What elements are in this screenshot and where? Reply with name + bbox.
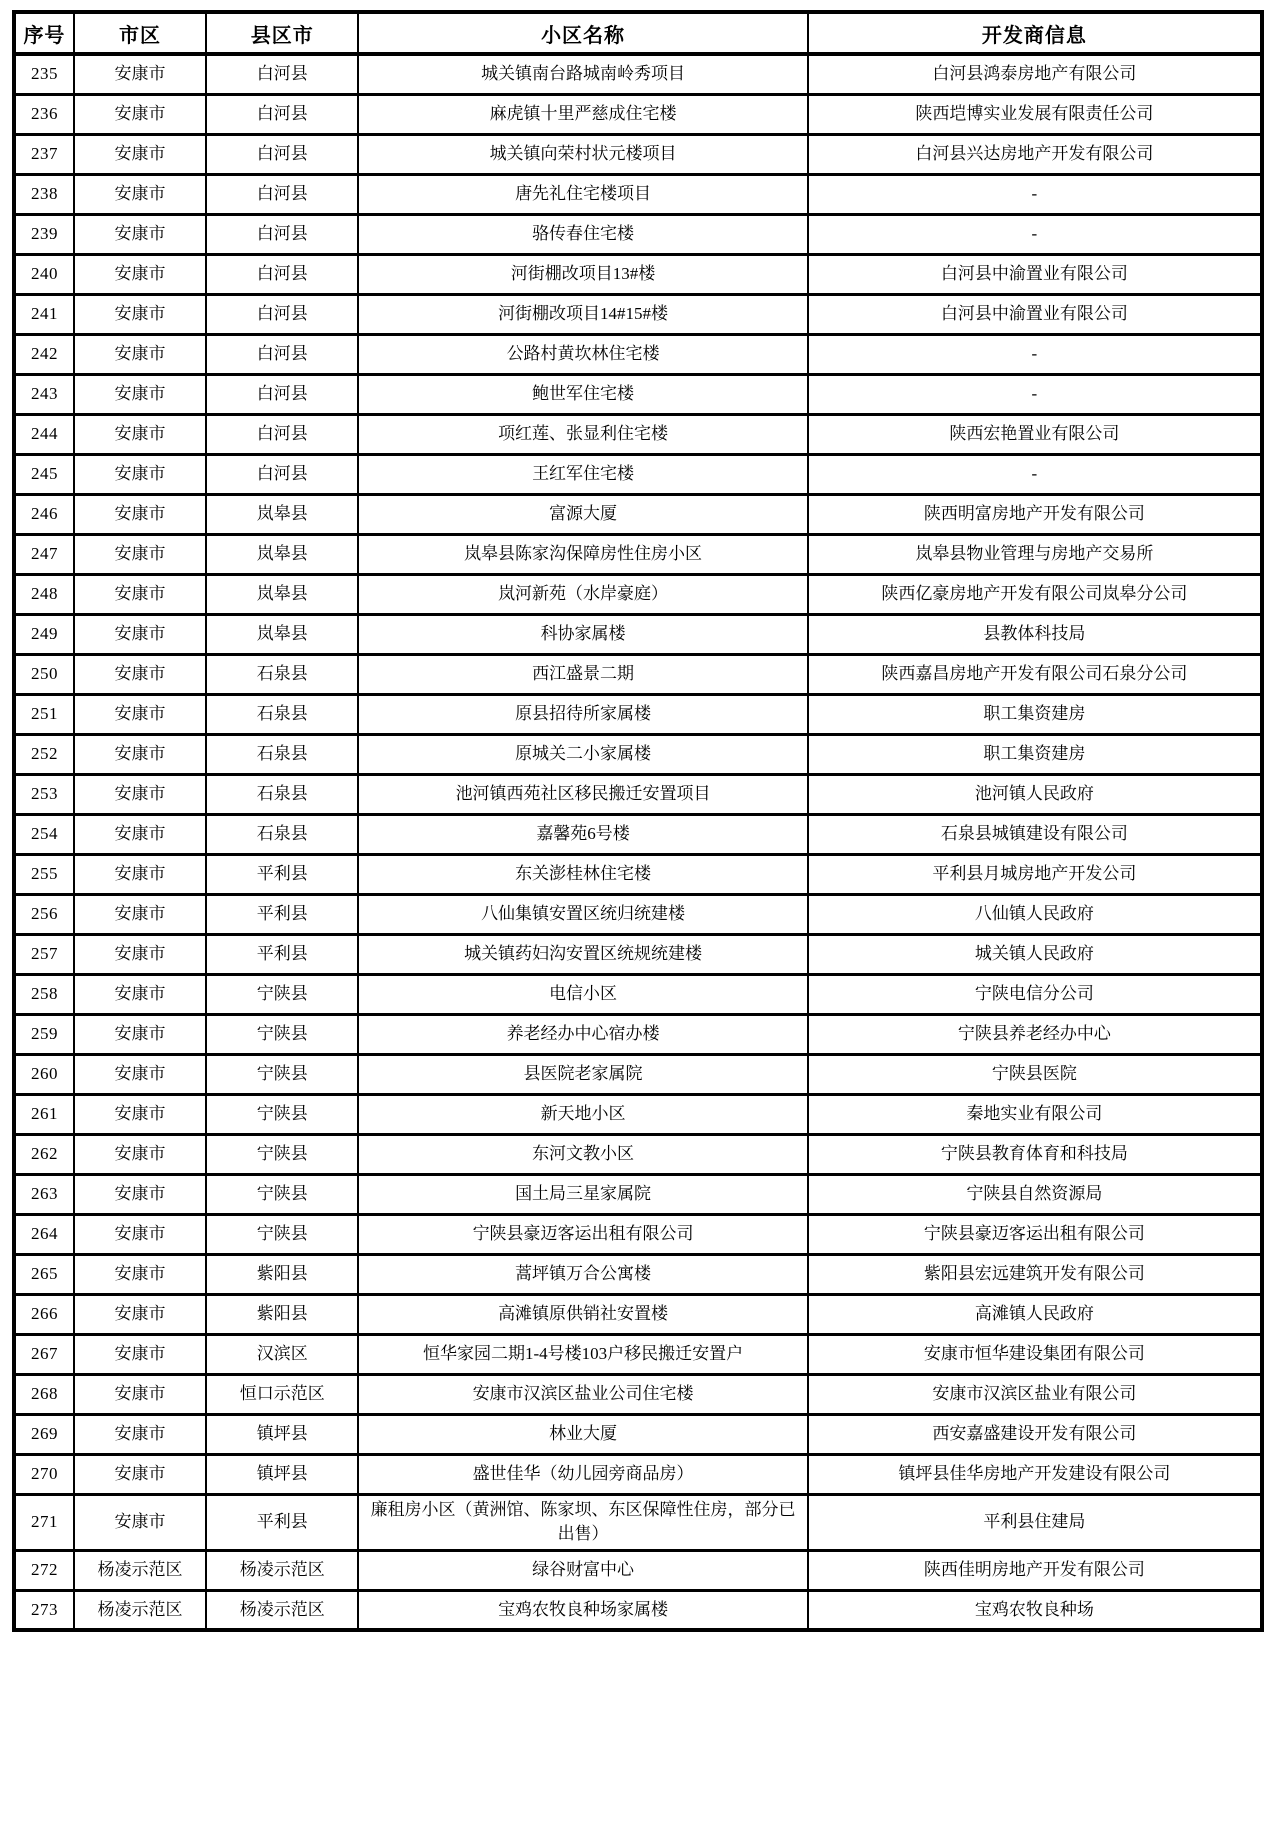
cell-community: 河街棚改项目14#15#楼 — [358, 294, 807, 334]
cell-community: 八仙集镇安置区统归统建楼 — [358, 894, 807, 934]
cell-community: 岚皋县陈家沟保障房性住房小区 — [358, 534, 807, 574]
cell-developer: 池河镇人民政府 — [808, 774, 1262, 814]
cell-county: 白河县 — [206, 54, 358, 94]
table-row — [14, 214, 1262, 254]
table-row — [14, 494, 1262, 534]
cell-index: 258 — [14, 974, 74, 1014]
cell-city: 安康市 — [74, 734, 206, 774]
cell-city: 安康市 — [74, 1214, 206, 1254]
cell-community: 骆传春住宅楼 — [358, 214, 807, 254]
cell-index: 245 — [14, 454, 74, 494]
cell-county: 岚皋县 — [206, 614, 358, 654]
cell-community: 恒华家园二期1-4号楼103户移民搬迁安置户 — [358, 1334, 807, 1374]
cell-community: 河街棚改项目13#楼 — [358, 254, 807, 294]
cell-county: 杨凌示范区 — [206, 1550, 358, 1590]
cell-community: 公路村黄坎林住宅楼 — [358, 334, 807, 374]
cell-city: 安康市 — [74, 254, 206, 294]
cell-community: 养老经办中心宿办楼 — [358, 1014, 807, 1054]
table-row — [14, 734, 1262, 774]
cell-county: 杨凌示范区 — [206, 1590, 358, 1630]
cell-community: 项红莲、张显利住宅楼 — [358, 414, 807, 454]
cell-index: 249 — [14, 614, 74, 654]
table-row — [14, 1094, 1262, 1134]
table-row — [14, 1014, 1262, 1054]
cell-city: 安康市 — [74, 1174, 206, 1214]
cell-city: 安康市 — [74, 1414, 206, 1454]
cell-city: 安康市 — [74, 1374, 206, 1414]
cell-county: 汉滨区 — [206, 1334, 358, 1374]
cell-county: 平利县 — [206, 894, 358, 934]
cell-community: 池河镇西苑社区移民搬迁安置项目 — [358, 774, 807, 814]
column-header-index: 序号 — [14, 12, 74, 54]
cell-developer: 平利县月城房地产开发公司 — [808, 854, 1262, 894]
cell-community: 国土局三星家属院 — [358, 1174, 807, 1214]
cell-city: 安康市 — [74, 1254, 206, 1294]
cell-county: 宁陕县 — [206, 974, 358, 1014]
table-row — [14, 1134, 1262, 1174]
cell-county: 岚皋县 — [206, 494, 358, 534]
cell-community: 安康市汉滨区盐业公司住宅楼 — [358, 1374, 807, 1414]
cell-city: 安康市 — [74, 534, 206, 574]
cell-developer: 紫阳县宏远建筑开发有限公司 — [808, 1254, 1262, 1294]
cell-index: 242 — [14, 334, 74, 374]
cell-city: 安康市 — [74, 334, 206, 374]
cell-developer: 陕西佳明房地产开发有限公司 — [808, 1550, 1262, 1590]
cell-community: 盛世佳华（幼儿园旁商品房） — [358, 1454, 807, 1494]
cell-developer: 平利县住建局 — [808, 1494, 1262, 1550]
cell-community: 原县招待所家属楼 — [358, 694, 807, 734]
cell-community: 王红军住宅楼 — [358, 454, 807, 494]
cell-city: 安康市 — [74, 1134, 206, 1174]
cell-county: 宁陕县 — [206, 1094, 358, 1134]
cell-community: 廉租房小区（黄洲馆、陈家坝、东区保障性住房，部分已出售） — [358, 1494, 807, 1550]
cell-city: 安康市 — [74, 694, 206, 734]
cell-city: 安康市 — [74, 614, 206, 654]
cell-county: 白河县 — [206, 374, 358, 414]
cell-index: 256 — [14, 894, 74, 934]
cell-city: 安康市 — [74, 934, 206, 974]
cell-county: 白河县 — [206, 94, 358, 134]
cell-city: 安康市 — [74, 1054, 206, 1094]
cell-developer: 安康市恒华建设集团有限公司 — [808, 1334, 1262, 1374]
communities-table — [12, 10, 1264, 1632]
table-row — [14, 1254, 1262, 1294]
cell-index: 250 — [14, 654, 74, 694]
cell-developer: 石泉县城镇建设有限公司 — [808, 814, 1262, 854]
cell-index: 247 — [14, 534, 74, 574]
cell-county: 石泉县 — [206, 654, 358, 694]
table-row — [14, 534, 1262, 574]
table-row — [14, 774, 1262, 814]
cell-county: 平利县 — [206, 854, 358, 894]
cell-county: 白河县 — [206, 414, 358, 454]
table-row — [14, 1174, 1262, 1214]
cell-developer: 陕西宏艳置业有限公司 — [808, 414, 1262, 454]
cell-city: 安康市 — [74, 654, 206, 694]
cell-developer: 白河县兴达房地产开发有限公司 — [808, 134, 1262, 174]
cell-index: 271 — [14, 1494, 74, 1550]
cell-index: 262 — [14, 1134, 74, 1174]
table-row — [14, 174, 1262, 214]
cell-county: 平利县 — [206, 1494, 358, 1550]
table-row — [14, 414, 1262, 454]
cell-developer: 城关镇人民政府 — [808, 934, 1262, 974]
cell-county: 白河县 — [206, 294, 358, 334]
cell-community: 鲍世军住宅楼 — [358, 374, 807, 414]
table-row — [14, 1214, 1262, 1254]
cell-index: 267 — [14, 1334, 74, 1374]
column-header-community: 小区名称 — [358, 12, 807, 54]
cell-city: 杨凌示范区 — [74, 1590, 206, 1630]
cell-community: 县医院老家属院 — [358, 1054, 807, 1094]
cell-index: 253 — [14, 774, 74, 814]
cell-developer: 宁陕县豪迈客运出租有限公司 — [808, 1214, 1262, 1254]
table-row — [14, 614, 1262, 654]
table-body — [14, 54, 1262, 1630]
cell-developer: - — [808, 174, 1262, 214]
cell-developer: 宁陕县自然资源局 — [808, 1174, 1262, 1214]
cell-community: 麻虎镇十里严慈成住宅楼 — [358, 94, 807, 134]
cell-county: 白河县 — [206, 174, 358, 214]
table-row — [14, 1414, 1262, 1454]
table-row — [14, 1374, 1262, 1414]
cell-developer: 岚皋县物业管理与房地产交易所 — [808, 534, 1262, 574]
header-row — [14, 12, 1262, 54]
cell-index: 272 — [14, 1550, 74, 1590]
cell-index: 244 — [14, 414, 74, 454]
cell-county: 石泉县 — [206, 814, 358, 854]
cell-county: 石泉县 — [206, 694, 358, 734]
cell-city: 安康市 — [74, 1494, 206, 1550]
cell-developer: 白河县中渝置业有限公司 — [808, 294, 1262, 334]
cell-index: 238 — [14, 174, 74, 214]
cell-index: 270 — [14, 1454, 74, 1494]
cell-city: 安康市 — [74, 94, 206, 134]
cell-county: 白河县 — [206, 454, 358, 494]
cell-county: 恒口示范区 — [206, 1374, 358, 1414]
cell-index: 268 — [14, 1374, 74, 1414]
cell-community: 电信小区 — [358, 974, 807, 1014]
table-row — [14, 974, 1262, 1014]
table-row — [14, 1494, 1262, 1550]
cell-county: 宁陕县 — [206, 1214, 358, 1254]
table-row — [14, 1454, 1262, 1494]
cell-community: 宁陕县豪迈客运出租有限公司 — [358, 1214, 807, 1254]
cell-index: 264 — [14, 1214, 74, 1254]
cell-developer: - — [808, 334, 1262, 374]
cell-city: 安康市 — [74, 54, 206, 94]
table-row — [14, 134, 1262, 174]
cell-index: 237 — [14, 134, 74, 174]
cell-county: 镇坪县 — [206, 1454, 358, 1494]
cell-developer: 宁陕县医院 — [808, 1054, 1262, 1094]
cell-community: 东关澎桂林住宅楼 — [358, 854, 807, 894]
table-row — [14, 894, 1262, 934]
cell-county: 白河县 — [206, 254, 358, 294]
table-row — [14, 454, 1262, 494]
cell-county: 石泉县 — [206, 774, 358, 814]
column-header-developer: 开发商信息 — [808, 12, 1262, 54]
cell-developer: 镇坪县佳华房地产开发建设有限公司 — [808, 1454, 1262, 1494]
cell-county: 白河县 — [206, 134, 358, 174]
cell-developer: 宁陕电信分公司 — [808, 974, 1262, 1014]
cell-city: 安康市 — [74, 854, 206, 894]
cell-community: 科协家属楼 — [358, 614, 807, 654]
cell-city: 安康市 — [74, 454, 206, 494]
table-row — [14, 1550, 1262, 1590]
cell-index: 260 — [14, 1054, 74, 1094]
cell-developer: 高滩镇人民政府 — [808, 1294, 1262, 1334]
cell-developer: 陕西明富房地产开发有限公司 — [808, 494, 1262, 534]
cell-community: 西江盛景二期 — [358, 654, 807, 694]
cell-community: 东河文教小区 — [358, 1134, 807, 1174]
cell-county: 岚皋县 — [206, 574, 358, 614]
cell-city: 安康市 — [74, 894, 206, 934]
cell-developer: 八仙镇人民政府 — [808, 894, 1262, 934]
cell-index: 246 — [14, 494, 74, 534]
table-row — [14, 654, 1262, 694]
cell-city: 安康市 — [74, 494, 206, 534]
cell-city: 杨凌示范区 — [74, 1550, 206, 1590]
cell-city: 安康市 — [74, 774, 206, 814]
cell-index: 236 — [14, 94, 74, 134]
cell-index: 252 — [14, 734, 74, 774]
table-row — [14, 54, 1262, 94]
cell-developer: - — [808, 454, 1262, 494]
cell-community: 唐先礼住宅楼项目 — [358, 174, 807, 214]
cell-developer: 陕西嘉昌房地产开发有限公司石泉分公司 — [808, 654, 1262, 694]
cell-developer: 宁陕县教育体育和科技局 — [808, 1134, 1262, 1174]
cell-city: 安康市 — [74, 1334, 206, 1374]
cell-county: 宁陕县 — [206, 1014, 358, 1054]
cell-community: 林业大厦 — [358, 1414, 807, 1454]
cell-index: 239 — [14, 214, 74, 254]
cell-city: 安康市 — [74, 974, 206, 1014]
cell-city: 安康市 — [74, 1294, 206, 1334]
cell-community: 岚河新苑（水岸豪庭） — [358, 574, 807, 614]
table-header — [14, 12, 1262, 54]
cell-developer: 白河县中渝置业有限公司 — [808, 254, 1262, 294]
cell-city: 安康市 — [74, 814, 206, 854]
cell-developer: 职工集资建房 — [808, 694, 1262, 734]
cell-city: 安康市 — [74, 414, 206, 454]
cell-community: 蒿坪镇万合公寓楼 — [358, 1254, 807, 1294]
table-row — [14, 334, 1262, 374]
cell-index: 263 — [14, 1174, 74, 1214]
cell-developer: 秦地实业有限公司 — [808, 1094, 1262, 1134]
cell-community: 富源大厦 — [358, 494, 807, 534]
cell-index: 266 — [14, 1294, 74, 1334]
cell-developer: 白河县鸿泰房地产有限公司 — [808, 54, 1262, 94]
table-row — [14, 934, 1262, 974]
cell-developer: 宝鸡农牧良种场 — [808, 1590, 1262, 1630]
cell-city: 安康市 — [74, 374, 206, 414]
cell-developer: 安康市汉滨区盐业有限公司 — [808, 1374, 1262, 1414]
cell-county: 宁陕县 — [206, 1054, 358, 1094]
cell-index: 257 — [14, 934, 74, 974]
cell-developer: 陕西亿豪房地产开发有限公司岚皋分公司 — [808, 574, 1262, 614]
cell-index: 265 — [14, 1254, 74, 1294]
cell-developer: 西安嘉盛建设开发有限公司 — [808, 1414, 1262, 1454]
cell-community: 绿谷财富中心 — [358, 1550, 807, 1590]
table-row — [14, 574, 1262, 614]
table-row — [14, 374, 1262, 414]
cell-city: 安康市 — [74, 1094, 206, 1134]
column-header-city: 市区 — [74, 12, 206, 54]
cell-developer: 县教体科技局 — [808, 614, 1262, 654]
cell-index: 269 — [14, 1414, 74, 1454]
column-header-county: 县区市 — [206, 12, 358, 54]
cell-developer: 职工集资建房 — [808, 734, 1262, 774]
cell-index: 251 — [14, 694, 74, 734]
cell-developer: 陕西垲博实业发展有限责任公司 — [808, 94, 1262, 134]
cell-index: 235 — [14, 54, 74, 94]
cell-city: 安康市 — [74, 134, 206, 174]
cell-county: 白河县 — [206, 214, 358, 254]
cell-index: 273 — [14, 1590, 74, 1630]
cell-city: 安康市 — [74, 294, 206, 334]
table-row — [14, 1590, 1262, 1630]
cell-community: 高滩镇原供销社安置楼 — [358, 1294, 807, 1334]
cell-city: 安康市 — [74, 214, 206, 254]
cell-county: 平利县 — [206, 934, 358, 974]
table-row — [14, 694, 1262, 734]
cell-developer: 宁陕县养老经办中心 — [808, 1014, 1262, 1054]
cell-community: 城关镇药妇沟安置区统规统建楼 — [358, 934, 807, 974]
cell-county: 宁陕县 — [206, 1134, 358, 1174]
cell-community: 宝鸡农牧良种场家属楼 — [358, 1590, 807, 1630]
table-row — [14, 814, 1262, 854]
cell-index: 241 — [14, 294, 74, 334]
cell-community: 城关镇南台路城南岭秀项目 — [358, 54, 807, 94]
cell-community: 原城关二小家属楼 — [358, 734, 807, 774]
table-row — [14, 854, 1262, 894]
cell-index: 248 — [14, 574, 74, 614]
cell-index: 243 — [14, 374, 74, 414]
cell-county: 镇坪县 — [206, 1414, 358, 1454]
cell-community: 新天地小区 — [358, 1094, 807, 1134]
cell-developer: - — [808, 374, 1262, 414]
cell-index: 254 — [14, 814, 74, 854]
cell-county: 紫阳县 — [206, 1254, 358, 1294]
table-row — [14, 294, 1262, 334]
cell-city: 安康市 — [74, 574, 206, 614]
cell-index: 255 — [14, 854, 74, 894]
cell-index: 259 — [14, 1014, 74, 1054]
table-row — [14, 94, 1262, 134]
cell-index: 240 — [14, 254, 74, 294]
cell-county: 石泉县 — [206, 734, 358, 774]
table-row — [14, 1294, 1262, 1334]
cell-city: 安康市 — [74, 1454, 206, 1494]
cell-index: 261 — [14, 1094, 74, 1134]
cell-county: 宁陕县 — [206, 1174, 358, 1214]
table-row — [14, 254, 1262, 294]
cell-county: 紫阳县 — [206, 1294, 358, 1334]
table-row — [14, 1054, 1262, 1094]
cell-city: 安康市 — [74, 1014, 206, 1054]
cell-community: 嘉馨苑6号楼 — [358, 814, 807, 854]
cell-county: 白河县 — [206, 334, 358, 374]
cell-city: 安康市 — [74, 174, 206, 214]
cell-county: 岚皋县 — [206, 534, 358, 574]
cell-developer: - — [808, 214, 1262, 254]
table-row — [14, 1334, 1262, 1374]
cell-community: 城关镇向荣村状元楼项目 — [358, 134, 807, 174]
